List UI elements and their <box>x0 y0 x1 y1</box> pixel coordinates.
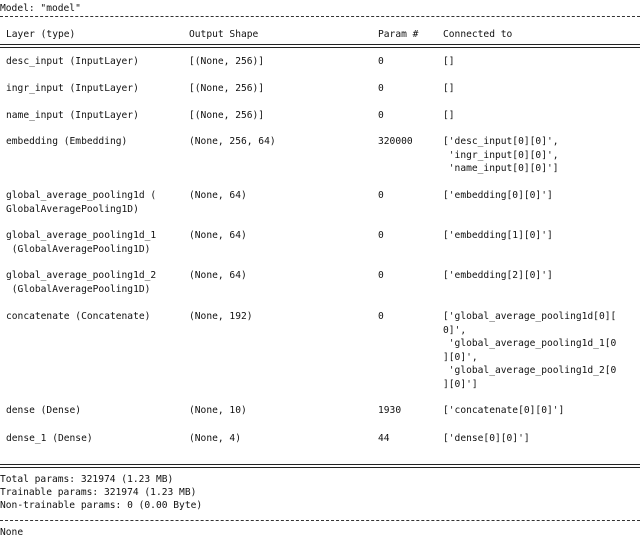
param-count: 0 <box>378 311 384 322</box>
layer-name: (GlobalAveragePooling1D) <box>6 283 151 295</box>
connected-to: ['global_average_pooling1d[0][ <box>443 311 617 322</box>
connected-to: [] <box>443 110 455 121</box>
connected-to: ][0]'] <box>443 378 478 390</box>
layer-name: ingr_input (InputLayer) <box>6 83 139 94</box>
connected-to: ['embedding[0][0]'] <box>443 190 553 201</box>
output-shape: (None, 192) <box>189 311 253 322</box>
header-top-rule <box>0 16 640 17</box>
param-count: 0 <box>378 270 384 281</box>
param-count: 320000 <box>378 136 413 147</box>
summary-rule <box>0 464 640 465</box>
output-shape: (None, 256, 64) <box>189 136 276 147</box>
layer-name: global_average_pooling1d_2 <box>6 270 157 281</box>
param-count: 0 <box>378 190 384 201</box>
layer-name: global_average_pooling1d_1 <box>6 230 157 241</box>
connected-to: [] <box>443 83 455 94</box>
header-connected-to: Connected to <box>443 29 513 40</box>
output-shape: [(None, 256)] <box>189 83 265 94</box>
return-value: None <box>0 527 24 538</box>
connected-to: [] <box>443 56 455 67</box>
param-count: 0 <box>378 230 384 241</box>
output-shape: (None, 64) <box>189 190 247 201</box>
layer-name: GlobalAveragePooling1D) <box>6 203 139 215</box>
connected-to: 'global_average_pooling1d_1[0 <box>443 338 617 349</box>
output-shape: [(None, 256)] <box>189 56 265 67</box>
connected-to: ['concatenate[0][0]'] <box>443 405 565 416</box>
param-count: 0 <box>378 110 384 121</box>
connected-to: ][0]', <box>443 351 478 363</box>
layer-name: dense (Dense) <box>6 405 82 416</box>
param-count: 0 <box>378 56 384 67</box>
output-shape: (None, 64) <box>189 230 247 241</box>
layer-name: desc_input (InputLayer) <box>6 56 139 67</box>
output-shape: [(None, 256)] <box>189 110 265 121</box>
connected-to: 'ingr_input[0][0]', <box>443 149 559 161</box>
total-params: Total params: 321974 (1.23 MB) <box>0 474 174 485</box>
connected-to: 0]', <box>443 324 467 336</box>
connected-to: ['embedding[1][0]'] <box>443 230 553 241</box>
layer-name: (GlobalAveragePooling1D) <box>6 243 151 255</box>
layer-name: dense_1 (Dense) <box>6 433 93 444</box>
header-output-shape: Output Shape <box>189 29 259 40</box>
output-shape: (None, 10) <box>189 405 247 416</box>
connected-to: ['embedding[2][0]'] <box>443 270 553 281</box>
trainable-params: Trainable params: 321974 (1.23 MB) <box>0 487 197 498</box>
output-shape: (None, 4) <box>189 433 241 444</box>
param-count: 44 <box>378 433 390 444</box>
header-layer-type: Layer (type) <box>6 29 76 40</box>
connected-to: 'name_input[0][0]'] <box>443 163 559 174</box>
header-param-count: Param # <box>378 29 419 40</box>
connected-to: 'global_average_pooling1d_2[0 <box>443 365 617 376</box>
layer-name: name_input (InputLayer) <box>6 110 139 121</box>
header-bottom-rule <box>0 44 640 45</box>
connected-to: ['dense[0][0]'] <box>443 433 530 444</box>
footer-rule <box>0 520 640 521</box>
layer-name: embedding (Embedding) <box>6 136 128 147</box>
param-count: 1930 <box>378 405 402 416</box>
layer-name: global_average_pooling1d ( <box>6 190 157 201</box>
layer-name: concatenate (Concatenate) <box>6 311 151 322</box>
param-count: 0 <box>378 83 384 94</box>
model-title: Model: "model" <box>0 3 81 14</box>
output-shape: (None, 64) <box>189 270 247 281</box>
non-trainable-params: Non-trainable params: 0 (0.00 Byte) <box>0 500 203 511</box>
connected-to: ['desc_input[0][0]', <box>443 136 559 147</box>
